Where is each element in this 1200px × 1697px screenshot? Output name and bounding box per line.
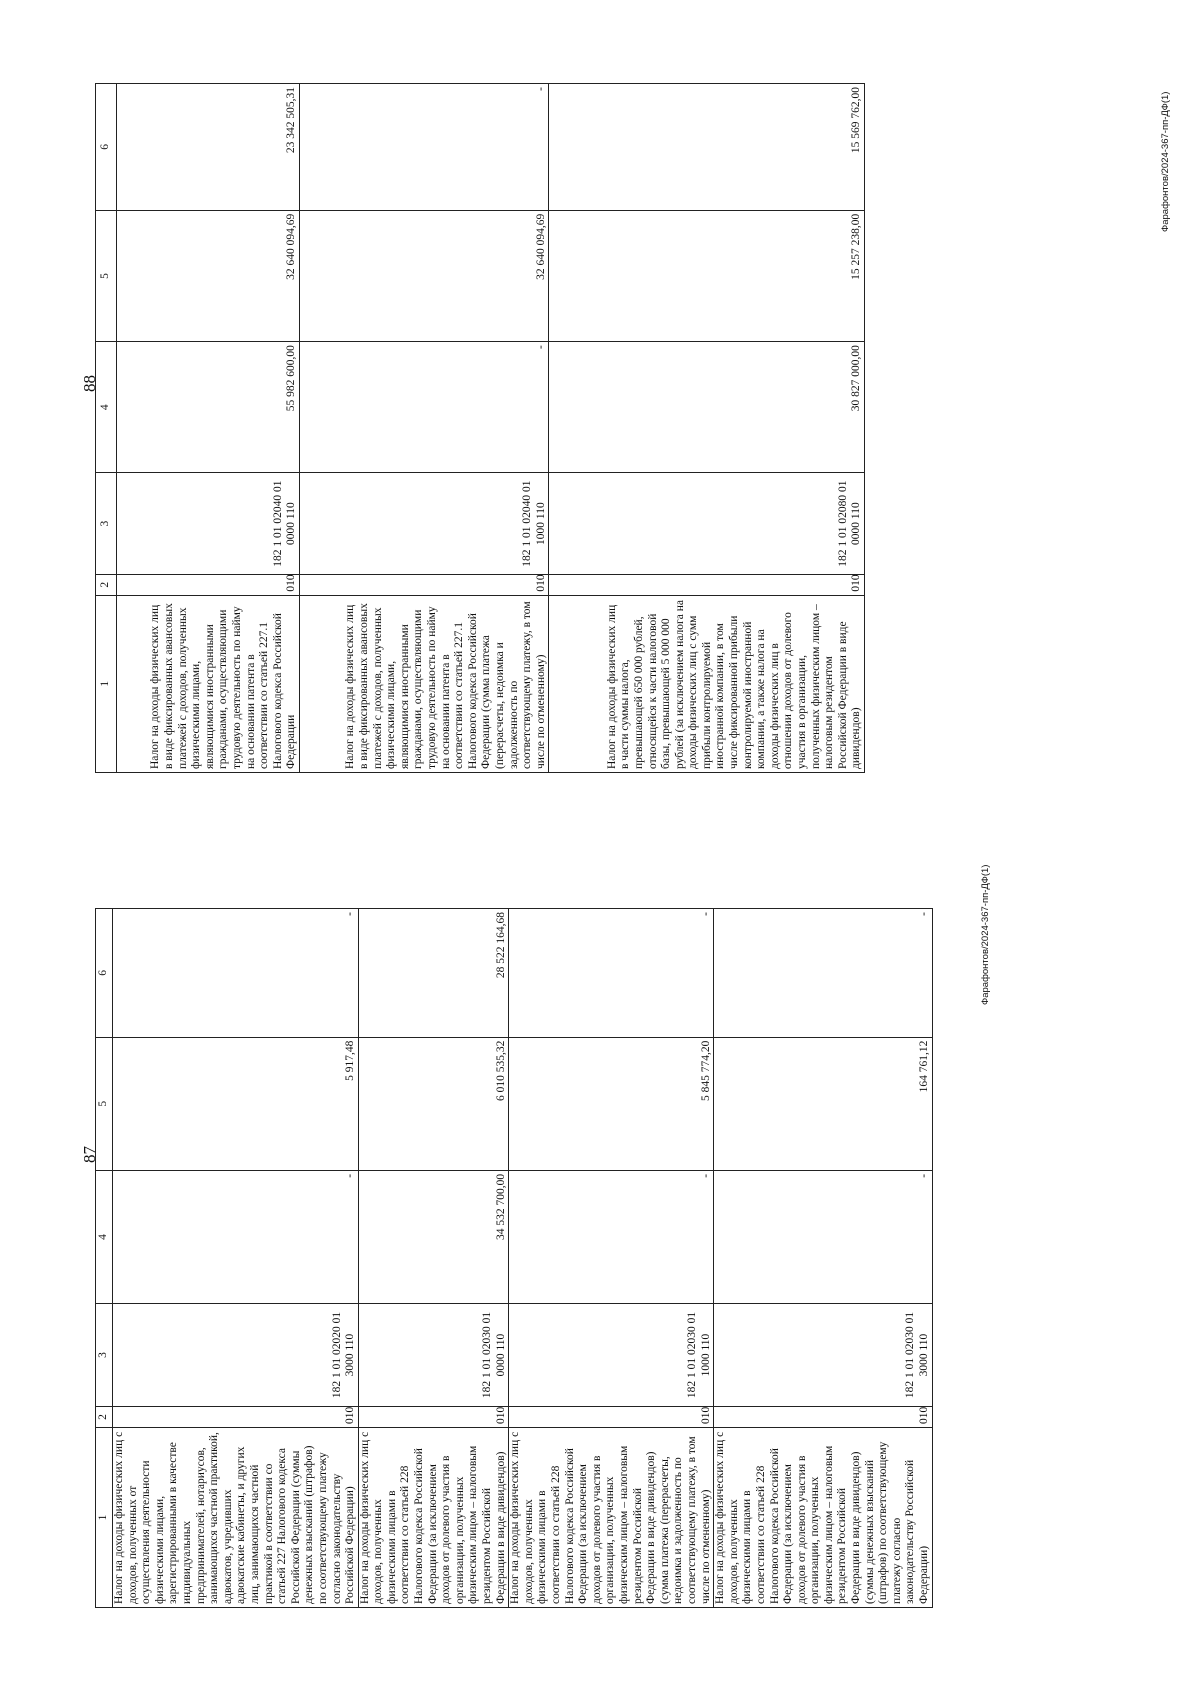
row-planned-amount: 30 827 000,00 [549,342,865,473]
page-number-88: 88 [80,375,99,392]
page-88-table-panel [95,83,865,773]
row-executed-amount: 15 257 238,00 [549,210,865,341]
row-description: Налог на доходы физических лиц с доходов, полученных от осуществления деятельности физическими лицами, зарегистрированными в качестве индивидуальных предпринимателей, нотариусов, занимающихся частной практикой, адвокатов, учредивших адвокатские кабинеты, и других лиц, занимающихся частной практикой в соответствии со статьей 227 Налогового кодекса Российской Федерации (суммы денежных взысканий (штрафов) по соответствующему платежу согласно законодательству Российской Федерации) [113,1428,359,1608]
header-col-1: 1 [96,1428,113,1608]
row-planned-amount: - [714,1170,933,1303]
table-row [299,84,548,773]
row-description: Налог на доходы физических лиц с доходов, полученных физическими лицами в соответствии со статьей 228 Налогового кодекса Российской Федерации (за исключением доходов от долевого участия в организации, полученных физическим лицом – налоговым резидентом Российской Федерации в виде дивидендов) (суммы денежных взысканий (штрафов) по соответствующему платежу согласно законодательству Российской Федерации) [714,1428,933,1608]
row-planned-amount: 34 532 700,00 [358,1170,509,1303]
row-description: Налог на доходы физических лиц в части суммы налога, превышающей 650 000 рублей, относящейся к части налоговой базы, превышающей 5 000 000 рублей (за исключением налога на доходы физических лиц с сумм прибыли контролируемой иностранной компании, в том числе фиксированной прибыли контролируемой иностранной компании, а также налога на доходы физических лиц в отношении доходов от долевого участия в организации, полученных физическим лицом – налоговым резидентом Российской Федерации в виде дивидендов) [549,595,865,772]
table-header-row [96,909,113,1608]
row-unexecuted-amount: 23 342 505,31 [116,84,299,211]
header-col-6: 6 [96,909,113,1038]
revenue-table-p87 [95,908,933,1608]
table-row [358,909,509,1608]
row-planned-amount: - [509,1170,714,1303]
header-col-4: 4 [96,1170,113,1303]
row-executed-amount: 32 640 094,69 [116,210,299,341]
header-col-6: 6 [96,84,117,211]
row-budget-code: 182 1 01 02040 01 0000 110 [116,473,299,574]
document-footer-88: Фарафонтов/2024-367-пп-ДФ(1) [1160,91,1171,232]
revenue-table-p88 [95,83,865,773]
header-col-1: 1 [96,595,117,772]
row-line-code: 010 [714,1406,933,1427]
row-description: Налог на доходы физических лиц с доходов, полученных физическими лицами в соответствии со статьей 228 Налогового кодекса Российской Федерации (за исключением доходов от долевого участия в организации, полученных физическим лицом – налоговым резидентом Российской Федерации в виде дивидендов) [358,1428,509,1608]
header-col-3: 3 [96,473,117,574]
header-col-5: 5 [96,1037,113,1170]
header-col-3: 3 [96,1304,113,1407]
row-executed-amount: 5 845 774,20 [509,1037,714,1170]
table-row [113,909,359,1608]
header-col-4: 4 [96,342,117,473]
row-budget-code: 182 1 01 02030 01 1000 110 [509,1304,714,1407]
row-line-code: 010 [549,574,865,595]
row-planned-amount: - [113,1170,359,1303]
row-unexecuted-amount: - [509,909,714,1038]
row-description: Налог на доходы физических лиц с доходов, полученных физическими лицами в соответствии со статьей 228 Налогового кодекса Российской Федерации (за исключением доходов от долевого участия в организации, полученных физическим лицом – налоговым резидентом Российской Федерации в виде дивидендов) (сумма платежа (перерасчеты, недоимка и задолженность по соответствующему платежу, в том числе по отмененному) [509,1428,714,1608]
row-unexecuted-amount: 28 522 164,68 [358,909,509,1038]
table-row [714,909,933,1608]
row-line-code: 010 [358,1406,509,1427]
table-row [509,909,714,1608]
row-line-code: 010 [299,574,548,595]
row-budget-code: 182 1 01 02080 01 0000 110 [549,473,865,574]
row-budget-code: 182 1 01 02030 01 3000 110 [714,1304,933,1407]
header-col-5: 5 [96,210,117,341]
row-budget-code: 182 1 01 02040 01 1000 110 [299,473,548,574]
table-row [116,84,299,773]
page-number-87: 87 [80,1146,99,1163]
page-87-table-panel [95,908,931,1608]
row-line-code: 010 [113,1406,359,1427]
header-col-2: 2 [96,574,117,595]
row-unexecuted-amount: - [714,909,933,1038]
row-description: Налог на доходы физических лиц в виде фиксированных авансовых платежей с доходов, полученных физическими лицами, являющимися иностранными гражданами, осуществляющими трудовую деятельность по найму на основании патента в соответствии со статьей 227.1 Налогового кодекса Российской Федерации (сумма платежа (перерасчеты, недоимка и задолженность по соответствующему платежу, в том числе по отмененному) [299,595,548,772]
row-unexecuted-amount: - [113,909,359,1038]
row-planned-amount: - [299,342,548,473]
header-col-2: 2 [96,1406,113,1427]
document-footer-87: Фарафонтов/2024-367-пп-ДФ(1) [980,864,991,1005]
table-row [549,84,865,773]
row-executed-amount: 5 917,48 [113,1037,359,1170]
table-header-row [96,84,117,773]
row-executed-amount: 6 010 535,32 [358,1037,509,1170]
row-line-code: 010 [509,1406,714,1427]
row-executed-amount: 32 640 094,69 [299,210,548,341]
row-executed-amount: 164 761,12 [714,1037,933,1170]
row-description: Налог на доходы физических лиц в виде фиксированных авансовых платежей с доходов, полученных физическими лицами, являющимися иностранными гражданами, осуществляющими трудовую деятельность по найму на основании патента в соответствии со статьей 227.1 Налогового кодекса Российской Федерации [116,595,299,772]
row-planned-amount: 55 982 600,00 [116,342,299,473]
row-line-code: 010 [116,574,299,595]
row-budget-code: 182 1 01 02020 01 3000 110 [113,1304,359,1407]
row-budget-code: 182 1 01 02030 01 0000 110 [358,1304,509,1407]
row-unexecuted-amount: - [299,84,548,211]
row-unexecuted-amount: 15 569 762,00 [549,84,865,211]
